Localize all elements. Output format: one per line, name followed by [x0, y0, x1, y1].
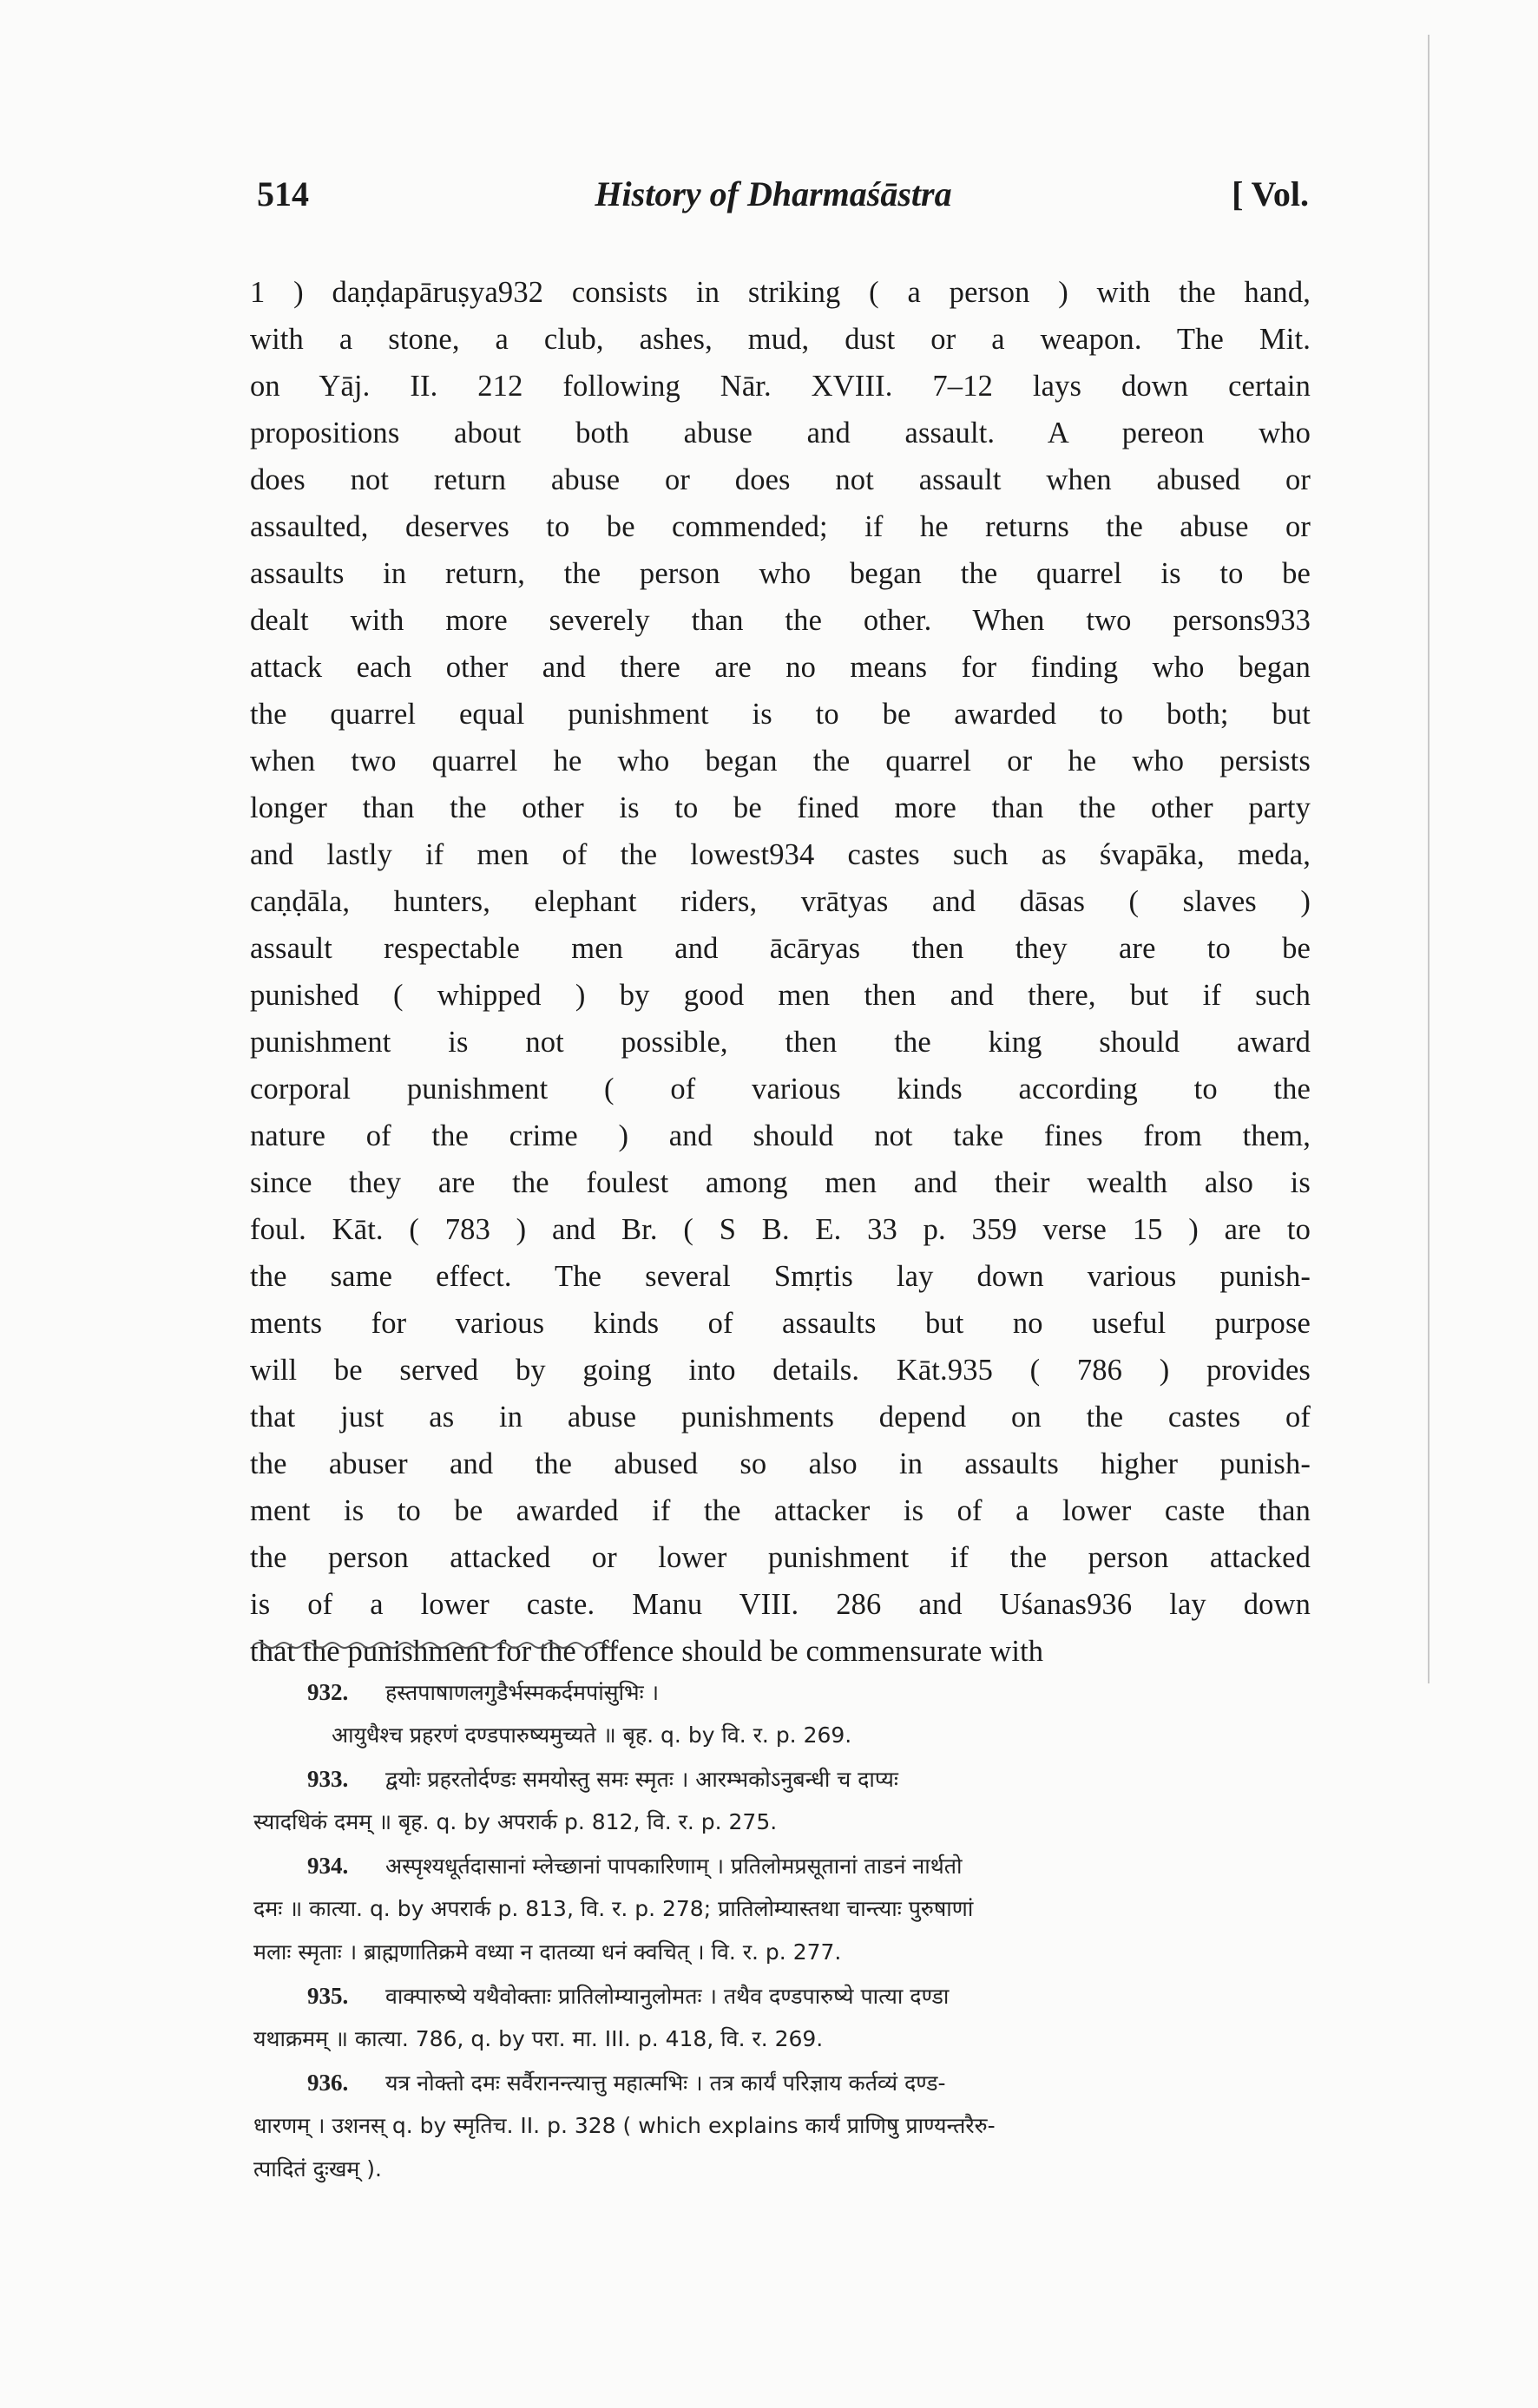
footnote-text: आयुधैश्च प्रहरणं दण्डपारुष्यमुच्यते ॥ बृह. q. by वि. र. p. 269. [332, 1722, 852, 1748]
body-line: propositions about both abuse and assault. A pereon who [250, 417, 1311, 449]
footnote-936 [253, 2061, 1311, 2191]
page-header [257, 174, 1309, 226]
body-line: with a stone, a club, ashes, mud, dust or a weapon. The Mit. [250, 323, 1311, 356]
footnote-number: 936. [307, 2070, 349, 2096]
body-line: on Yāj. II. 212 following Nār. XVIII. 7–12 lays down certain [250, 370, 1311, 403]
body-line: since they are the foulest among men and their wealth also is [250, 1166, 1311, 1199]
body-line: and lastly if men of the lowest934 castes such as śvapāka, meda, [250, 838, 1311, 871]
footnote-text: अस्पृश्यधूर्तदासानां म्लेच्छानां पापकारिणाम् । प्रतिलोमप्रसूतानां ताडनं नार्थतो [385, 1854, 963, 1879]
footnote-text: मलाः स्मृताः । ब्राह्मणातिक्रमे वध्या न दातव्या धनं क्वचित् । वि. र. p. 277. [253, 1939, 842, 1965]
footnote-text: हस्तपाषाणलगुडैर्भस्मकर्दमपांसुभिः । [385, 1680, 660, 1705]
body-line: 1 ) daṇḍapāruṣya932 consists in striking ( a person ) with the hand, [250, 276, 1311, 309]
body-line: foul. Kāt. ( 783 ) and Br. ( S B. E. 33 p. 359 verse 15 ) are to [250, 1213, 1311, 1246]
body-line: the quarrel equal punishment is to be awarded to both; but [250, 698, 1311, 731]
footnote-number: 934. [307, 1853, 349, 1879]
scan-edge-rule [1428, 35, 1430, 1683]
footnote-text: दमः ॥ कात्या. q. by अपरार्क p. 813, वि. र. p. 278; प्रातिलोम्यास्तथा चान्त्याः पुरुषाणां [253, 1896, 974, 1921]
running-title: History of Dharmaśāstra [595, 174, 952, 213]
footnote-text: द्वयोः प्रहरतोर्दण्डः समयोस्तु समः स्मृतः । आरम्भकोऽनुबन्धी च दाप्यः [385, 1767, 898, 1792]
body-line: that just as in abuse punishments depend on the castes of [250, 1401, 1311, 1434]
footnote-number: 935. [307, 1983, 349, 2009]
body-line: punishment is not possible, then the king should award [250, 1026, 1311, 1059]
page-number: 514 [257, 174, 309, 213]
footnote-932 [253, 1670, 1311, 1757]
body-line: punished ( whipped ) by good men then and there, but if such [250, 979, 1311, 1012]
body-line: nature of the crime ) and should not take fines from them, [250, 1119, 1311, 1152]
body-line: does not return abuse or does not assault when abused or [250, 463, 1311, 496]
footnotes [253, 1670, 1311, 2191]
footnote-934 [253, 1844, 1311, 1974]
body-line: when two quarrel he who began the quarrel or he who persists [250, 745, 1311, 778]
body-line: assaults in return, the person who began the quarrel is to be [250, 557, 1311, 590]
footnote-text: यत्र नोक्तो दमः सर्वैरानन्त्यात्तु महात्मभिः । तत्र कार्यं परिज्ञाय कर्तव्यं दण्ड- [385, 2070, 946, 2096]
body-line: attack each other and there are no means for finding who began [250, 651, 1311, 684]
footnote-text: वाक्पारुष्ये यथैवोक्ताः प्रातिलोम्यानुलोमतः । तथैव दण्डपारुष्ये पात्या दण्डा [385, 1984, 950, 2009]
body-text [250, 269, 1311, 1675]
footnote-935 [253, 1974, 1311, 2061]
footnote-text: त्पादितं दुःखम् ). [253, 2156, 382, 2182]
body-line: the same effect. The several Smṛtis lay down various punish- [250, 1260, 1311, 1293]
footnote-text: स्यादधिकं दमम् ॥ बृह. q. by अपरार्क p. 812, वि. र. p. 275. [253, 1809, 778, 1834]
body-line: the person attacked or lower punishment if the person attacked [250, 1541, 1311, 1574]
footnote-number: 933. [307, 1766, 349, 1792]
volume-label: [ Vol. [1232, 174, 1309, 213]
footnote-933 [253, 1757, 1311, 1844]
body-line: longer than the other is to be fined more than the other party [250, 791, 1311, 824]
body-line: the abuser and the abused so also in assaults higher punish- [250, 1447, 1311, 1480]
body-line: corporal punishment ( of various kinds according to the [250, 1073, 1311, 1106]
footnote-text: धारणम् । उशनस् q. by स्मृतिच. II. p. 328 ( which explains कार्यं प्राणिषु प्राण्यन्तरैरु- [253, 2113, 996, 2138]
body-line: ments for various kinds of assaults but no useful purpose [250, 1307, 1311, 1340]
body-line: that the punishment for the offence should be commensurate with [250, 1635, 1044, 1668]
body-line: caṇḍāla, hunters, elephant riders, vrātyas and dāsas ( slaves ) [250, 885, 1311, 918]
body-line: ment is to be awarded if the attacker is of a lower caste than [250, 1494, 1311, 1527]
body-line: assault respectable men and ācāryas then they are to be [250, 932, 1311, 965]
body-line: will be served by going into details. Kāt.935 ( 786 ) provides [250, 1354, 1311, 1387]
body-line: is of a lower caste. Manu VIII. 286 and Uśanas936 lay down [250, 1588, 1311, 1621]
footnote-number: 932. [307, 1679, 349, 1705]
body-line: dealt with more severely than the other. When two persons933 [250, 604, 1311, 637]
footnote-separator [253, 1638, 618, 1652]
body-line: assaulted, deserves to be commended; if he returns the abuse or [250, 510, 1311, 543]
footnote-text: यथाक्रमम् ॥ कात्या. 786, q. by परा. मा. III. p. 418, वि. र. 269. [253, 2026, 824, 2051]
